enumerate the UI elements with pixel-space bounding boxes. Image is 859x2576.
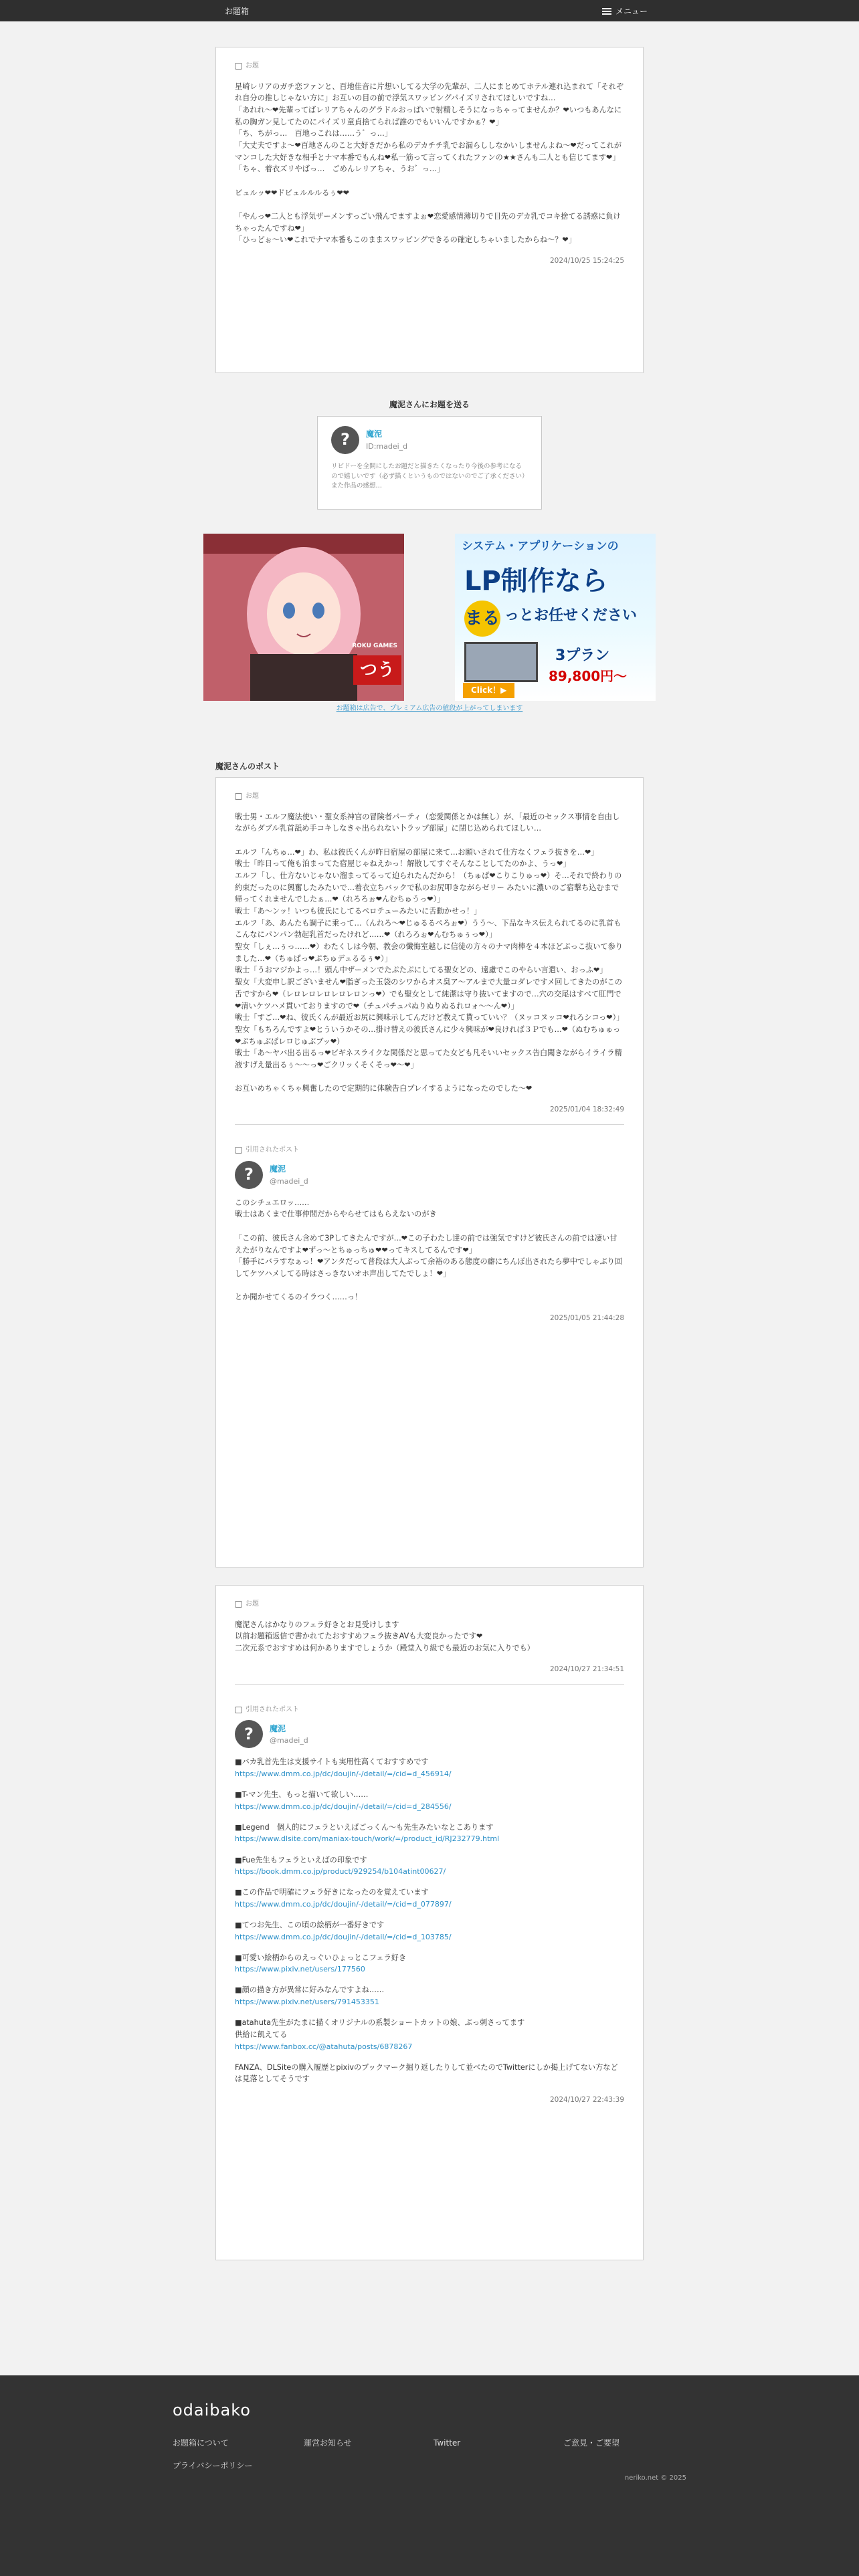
menu-label: メニュー <box>615 7 648 16</box>
list-item <box>235 2017 624 2052</box>
footer-logo[interactable]: odaibako <box>173 2401 251 2420</box>
list-item <box>235 1919 624 1943</box>
odai-label-text: お題 <box>246 792 259 800</box>
speech-bubble-icon <box>235 63 242 70</box>
odai-label <box>235 61 624 72</box>
entry-link[interactable]: https://www.pixiv.net/users/791453351 <box>235 1998 379 2007</box>
user-name[interactable]: 魔泥 <box>270 1723 286 1733</box>
list-item <box>235 1952 624 1975</box>
odai-card <box>215 47 644 373</box>
avatar-icon: ? <box>235 1161 263 1189</box>
hamburger-icon <box>602 8 611 15</box>
entry-link[interactable]: https://www.dmm.co.jp/dc/doujin/-/detail/=/cid=d_284556/ <box>235 1802 452 1811</box>
ad1-text: つう <box>353 655 401 685</box>
send-user <box>331 426 528 454</box>
user-name[interactable]: 魔泥 <box>270 1164 286 1174</box>
quote-icon <box>235 1147 242 1154</box>
ad2-click[interactable]: Click！▶ <box>463 683 514 698</box>
entry-link[interactable]: https://www.fanbox.cc/@atahuta/posts/6878267 <box>235 2042 413 2051</box>
entry-text: ■Legend 個人的にフェラといえばごっくん〜も先生みたいなとこあります <box>235 1822 494 1832</box>
laptop-icon <box>464 642 538 682</box>
reply-outro: FANZA、DLSiteの購入履歴とpixivのブックマーク掘り返したりして並べたのでTwitterにしか掲上げてない方などは見落としてそうです <box>235 2062 618 2084</box>
entry-text: ■この作品で明確にフェラ好きになったのを覚えています <box>235 1888 429 1897</box>
reply-date: 2024/10/27 22:43:39 <box>549 2096 624 2104</box>
ad2-title: システム・アプリケーションの <box>462 540 619 553</box>
list-item <box>235 1789 624 1812</box>
entry-link[interactable]: https://www.dmm.co.jp/dc/doujin/-/detail/=/cid=d_077897/ <box>235 1899 452 1909</box>
site-brand-link[interactable]: お題箱 <box>225 7 250 16</box>
ad2-sub: っとお任せください <box>504 607 638 624</box>
footer-link-about[interactable]: お題箱について <box>173 2438 229 2448</box>
list-item <box>235 1984 624 2008</box>
entry-link[interactable]: https://www.dmm.co.jp/dc/doujin/-/detail/=/cid=d_456914/ <box>235 1769 452 1779</box>
list-item <box>235 1756 624 1780</box>
speech-bubble-icon <box>235 1601 242 1608</box>
ad-banner-game[interactable] <box>203 534 404 701</box>
quote-label <box>235 1145 624 1156</box>
send-description: リビドーを全開にしたお題だと描きたくなったり今後の参考になるので嬉しいです（必ず描くというものではないのでご了承ください）また作品の感想… <box>331 463 525 490</box>
entry-link[interactable]: https://www.dmm.co.jp/dc/doujin/-/detail/=/cid=d_103785/ <box>235 1932 452 1941</box>
quote-icon <box>235 1707 242 1713</box>
menu-button[interactable] <box>602 5 648 18</box>
section-title: 魔泥さんのポスト <box>215 762 280 771</box>
user-id: @madei_d <box>270 1176 308 1186</box>
entry-text: ■T-マン先生、もっと描いて欲しい…… <box>235 1790 369 1800</box>
odai-label-text: お題 <box>246 1600 259 1608</box>
send-odai-title: 魔泥さんにお題を送る <box>389 400 470 409</box>
odai-body: 魔泥さんはかなりのフェラ好きとお見受けします 以前お題箱返信で書かれてたおすすめフェラ抜きAVも大変良かったです❤ 二次元系でおすすめは何かありますでしょうか（殿堂入り級でも最近のお気に入りでも） <box>235 1620 535 1652</box>
user-name: 魔泥 <box>366 429 383 439</box>
post-date: 2024/10/27 21:34:51 <box>549 1665 624 1673</box>
entry-text: ■顔の描き方が異常に好みなんですよね…… <box>235 1985 385 1995</box>
top-bar <box>0 0 859 21</box>
entry-link[interactable]: https://www.dlsite.com/maniax-touch/work/=/product_id/RJ232779.html <box>235 1834 500 1844</box>
reply-date: 2025/01/05 21:44:28 <box>549 1313 624 1322</box>
quote-label-text: 引用されたポスト <box>246 1146 299 1154</box>
speech-bubble-icon <box>235 793 242 800</box>
footer <box>0 2375 859 2576</box>
odai-card <box>215 777 644 1568</box>
ad1-badge: ROKU GAMES <box>352 643 397 649</box>
entry-text: ■atahuta先生がたまに描くオリジナルの系製ショートカットの娘、ぶっ刺さってます 供給に飢えてる <box>235 2018 525 2039</box>
user-id: ID:madei_d <box>366 441 408 451</box>
ad2-price: 89,800円〜 <box>549 668 628 684</box>
odai-label <box>235 1599 624 1610</box>
list-item <box>235 1887 624 1910</box>
odai-label-text: お題 <box>246 62 259 70</box>
reply-entries <box>235 1756 624 2052</box>
ad-note-link[interactable]: お題箱は広告で、プレミアム広告の値段が上がってしまいます <box>336 705 523 712</box>
entry-text: ■バカ乳首先生は支援サイトも実用性高くておすすめです <box>235 1757 429 1767</box>
entry-text: ■てつお先生、この頃の絵柄が一番好きです <box>235 1921 385 1929</box>
avatar-icon: ? <box>235 1720 263 1748</box>
ad2-big: LP制作なら <box>464 566 608 597</box>
list-item <box>235 1854 624 1878</box>
ad2-plan: 3プラン <box>555 647 610 664</box>
post-date: 2025/01/04 18:32:49 <box>549 1105 624 1113</box>
entry-text: ■可愛い絵柄からのえっぐいひょっとこフェラ好き <box>235 1953 407 1962</box>
odai-label <box>235 791 624 802</box>
avatar-icon: ? <box>331 426 359 454</box>
quote-label <box>235 1705 624 1715</box>
odai-body: 星崎レリアのガチ恋ファンと、百地佳音に片想いしてる大学の先輩が、二人にまとめてホテル連れ込まれて「それぞれ自分の推しじゃない方に」お互いの目の前で浮気スワッピングパイズリされてほしいですね… 「あれれ〜❤先輩ってばレリアちゃんのグラドルおっぱいで射精しそうになっちゃってませんか？❤いつもあんなに私の胸ガン見してたのにパイズリ童貞捨てられば誰のでもいいんですかぁ？❤」 「ち、ちがっ… 百地っこれは……う゛っ…」 「大丈夫ですよ〜❤百地さんのこと大好きだから私のデカチチ乳でお漏らししなかいしませんよね〜❤だってこれがマンコした大好きな相手とナマ本番でもんね❤私一筋って言ってくれたファンの★★さんも二人とも信じてます❤」 「ちゃ、着衣ズリやばっ… ごめんレリアちゃ、うお゛っ…」 ビュルッ❤❤ドビュルルルるぅ❤❤ 「やんっ❤二人とも浮気ザーメンすっごい飛んでますよぉ❤恋愛感情薄切りで目先のデカ乳でコキ捨てる誘惑に負けちゃったんですね❤」 「ひっどぉ〜い❤これでナマ本番もこのままスワッピングできるの確定しちゃいましたからね〜？❤」 <box>235 82 624 245</box>
send-odai-card[interactable] <box>317 416 542 510</box>
odai-body: 戦士男・エルフ魔法使い・聖女系神官の冒険者パーティ（恋愛関係とかは無し）が、「最近のセックス事情を自由しながらダブル乳首舐め手コキしなきゃ出られない卜ラップ部屋」に閉じ込められてほしい… エルフ「んちゅ…❤」わ、私は彼氏くんが昨日宿屋の部屋に来て…お願いされて仕方なくフェラ抜きを…❤」 戦士「昨日って俺も泊まってた宿屋じゃねえかっ！解散してすぐそんなことしてたのかよ、うっ❤」 エルフ「し、仕方ないじゃない溜まってるって迫られたんだから！（ちゅぱ❤こりこりゅっ❤）そ…それで終わりの約束だったのに興奮したみたいで…着衣立ちバックで私のお尻叩きながらゼリー みたいに濃いのご宿撃ち込むまで帰ってくれませんでしたぁ…❤（れろろぉ❤んむちゅうっ❤）」 戦士「あ〜ンッ！いつも彼氏にしてるペロテューみたいに舌動かせっ！」 エルフ「あ、あんたも調子に乗って…（んれろ〜❤じゅるるぺろぉ❤）うう〜、下品なキス伝えられてるのに乳首もこんなにパンパン勃起乳首だったけれど……❤（れろろぉ❤んむちゅぅっ❤）」 聖女「しぇ…ぅっ……❤）わたくしは今朝、教会の懺悔室越しに信徒の方々のナマ肉棒を４本ほどぶっこ抜いて参りました…❤（ちゅぱっ❤ぷちゅデュるるぅ❤）」 戦士「うおマジかよっ…！頭ん中ザーメンでたぷたぷにしてる聖女どの、遠慮でこのやらい言遣い、おっふ❤」 聖女「大変申し訳ございません❤脂ぎった玉袋のシワからオス臭ア〜アルまで大量コダレですメ回してきたのがこの舌ですから❤（レロレロレロレロレロンっ❤）でも聖女として純潔は守り抜いてますので…穴の交尾はすべて肛門で❤清いケツハメ貫いておりますので❤（チュパチュパぬりぬりぬるれロォ〜〜ん❤）」 戦士「すご…❤ね、彼氏くんが最近お尻に興味示してんだけど教えて貰っていい？（ヌッコヌッコ❤れろシコっ❤）」 聖女「もちろんですよ❤とういうかその…掛け替えの彼氏さんに少々興味が❤良ければ３Ｐでも…❤（ぬむちゅゅっ❤ぶちゅぶぱレロじゅぶブッ❤） 戦士「あ〜ヤバ出る出るっ❤ビギネスライクな関係だと思ってた女ども凡そいいセックス告白聞きながらイライラ精液すげえ量出るぅ〜〜っ❤ごクリッくそくそっ❤〜❤」 お互いめちゃくちゃ興奮したので定期的に体験告白プレイするようになったのでした〜❤ <box>235 812 624 1093</box>
divider <box>235 1124 624 1125</box>
list-item <box>235 1822 624 1845</box>
quote-label-text: 引用されたポスト <box>246 1705 299 1713</box>
entry-link[interactable]: https://www.pixiv.net/users/177560 <box>235 1965 365 1974</box>
ad-banner-lp[interactable] <box>455 534 656 701</box>
reply-user <box>235 1720 624 1748</box>
post-date: 2024/10/25 15:24:25 <box>549 257 624 265</box>
user-id: @madei_d <box>270 1736 308 1745</box>
footer-link-privacy[interactable]: プライバシーポリシー <box>173 2461 253 2470</box>
reply-body: このシチュエロッ…… 戦士はあくまで仕事仲間だからやらせてはもらえないのがき 「この前、彼氏さん含めて3Pしてきたんですが…❤この子わたし達の前では強気ですけど彼氏さんの前では凄い甘えたがりなんですよ❤ずっ〜とちゅっちゅ❤❤ってキスしてるんです❤」 「勝手にバラすなぁっ！❤アンタだって普段は大人ぶって余裕のある態度の癖にちんぽ出されたら夢中でしゃぶり回してケツハメしてる時はさっきないオホ声出してたでしょ！❤」 とか聞かせてくるのイラつく……っ！ <box>235 1198 623 1302</box>
divider <box>235 1684 624 1685</box>
reply-user <box>235 1161 624 1189</box>
footer-copyright: neriko.net © 2025 <box>624 2474 686 2482</box>
footer-link-contact[interactable]: ご意見・ご要望 <box>563 2438 620 2448</box>
footer-link-news[interactable]: 運営お知らせ <box>304 2438 352 2448</box>
entry-text: ■Fue先生もフェラといえばの印象です <box>235 1855 367 1864</box>
odai-card <box>215 1585 644 2260</box>
entry-link[interactable]: https://book.dmm.co.jp/product/929254/b104atint00627/ <box>235 1867 446 1876</box>
ad2-circle: まる <box>464 601 500 637</box>
footer-link-twitter[interactable]: Twitter <box>434 2438 461 2448</box>
